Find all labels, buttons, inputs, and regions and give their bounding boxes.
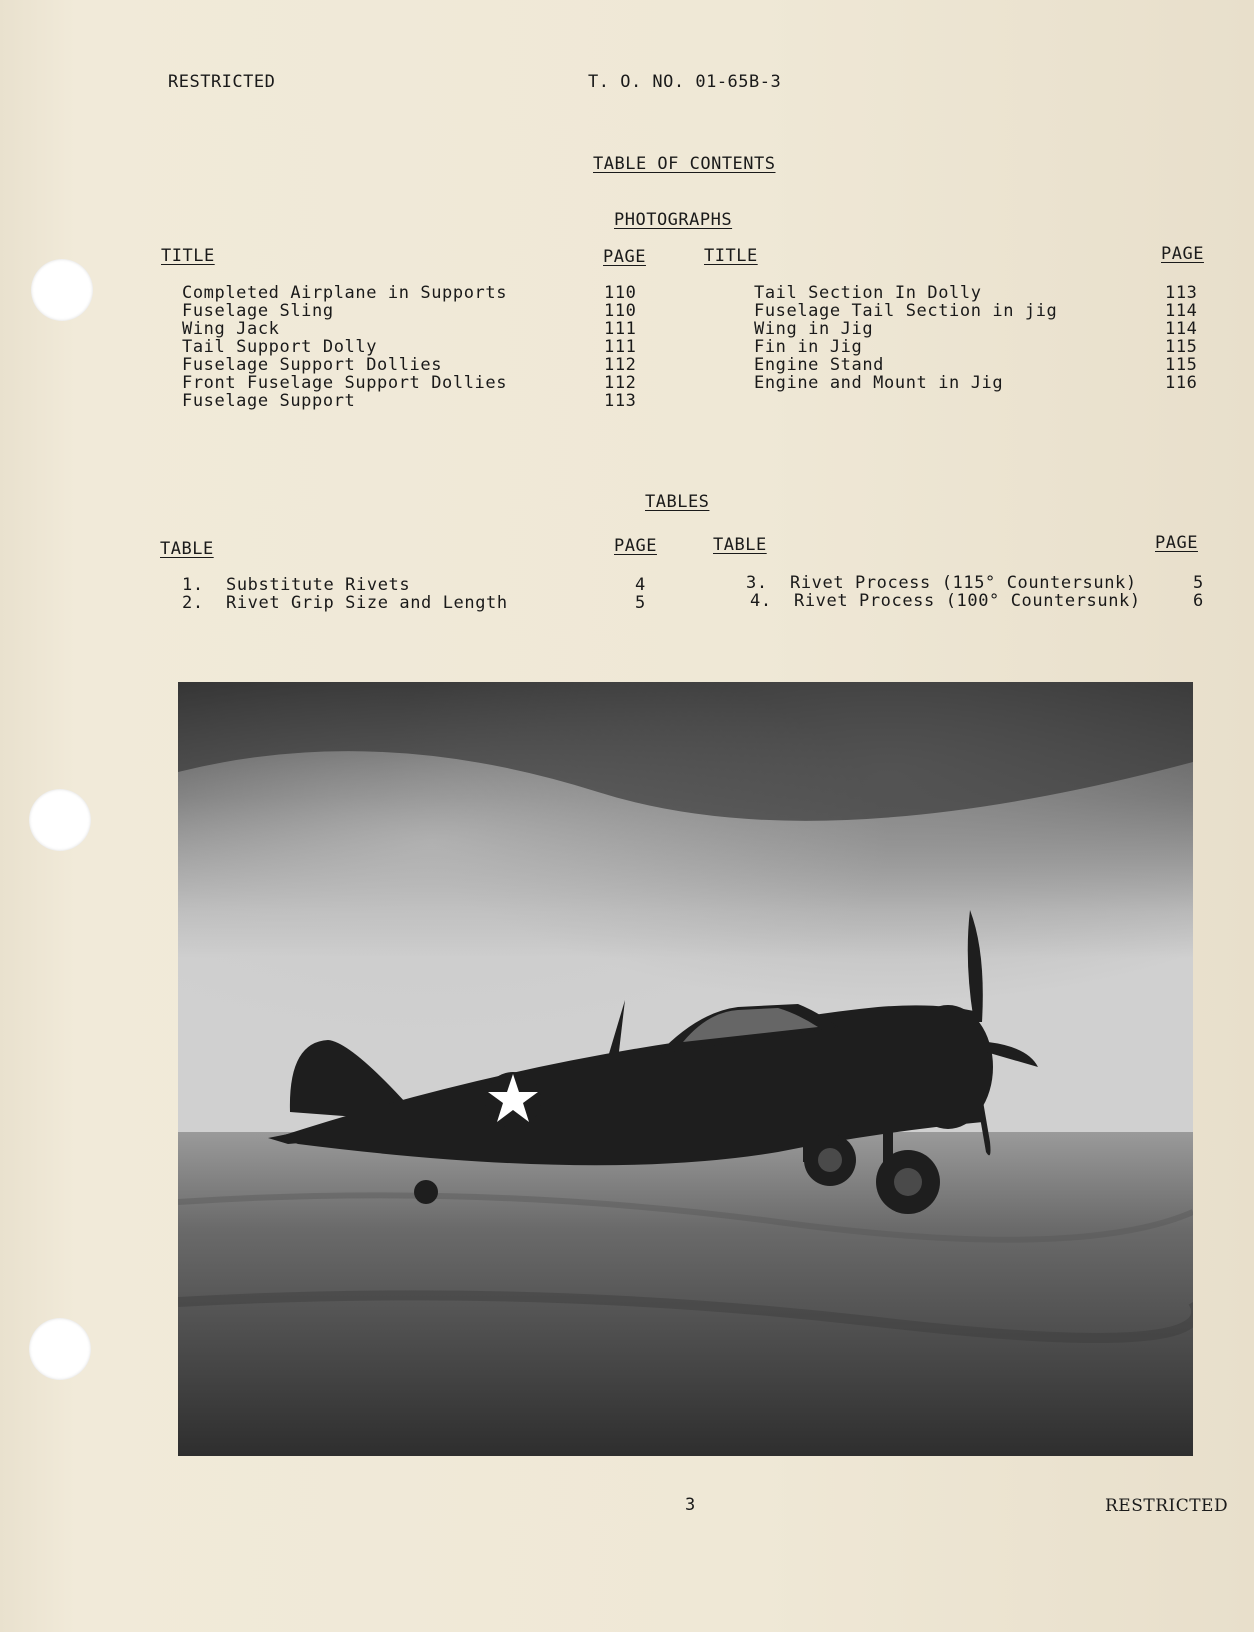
tables-page-column-left: PAGE xyxy=(614,536,657,556)
list-item-page: 112 xyxy=(604,373,637,393)
list-item-number: 4. xyxy=(750,591,772,611)
list-item: Rivet Grip Size and Length xyxy=(226,593,508,613)
list-item: Front Fuselage Support Dollies xyxy=(182,373,508,393)
aircraft-photo-svg xyxy=(178,682,1193,1456)
list-item: Tail Support Dolly xyxy=(182,337,378,357)
list-item-page: 113 xyxy=(604,391,637,411)
punch-hole xyxy=(29,1318,91,1380)
list-item-page: 114 xyxy=(1165,301,1198,321)
photographs-title-column-left: TITLE xyxy=(161,246,215,266)
tables-table-column-right: TABLE xyxy=(713,535,767,555)
list-item: Wing Jack xyxy=(182,319,280,339)
list-item: Fuselage Support xyxy=(182,391,356,411)
list-item-page: 5 xyxy=(1193,573,1204,593)
list-item-page: 4 xyxy=(635,575,646,595)
list-item-page: 6 xyxy=(1193,591,1204,611)
list-item: Substitute Rivets xyxy=(226,575,411,595)
list-item-page: 115 xyxy=(1165,355,1198,375)
list-item: Engine and Mount in Jig xyxy=(754,373,1004,393)
list-item: Fuselage Support Dollies xyxy=(182,355,443,375)
page-number: 3 xyxy=(685,1495,696,1515)
list-item: Engine Stand xyxy=(754,355,885,375)
star-insignia-icon xyxy=(485,1072,541,1128)
list-item-number: 2. xyxy=(182,593,204,613)
list-item: Wing in Jig xyxy=(754,319,874,339)
list-item: Fuselage Tail Section in jig xyxy=(754,301,1058,321)
list-item-page: 114 xyxy=(1165,319,1198,339)
list-item-page: 113 xyxy=(1165,283,1198,303)
list-item-number: 1. xyxy=(182,575,204,595)
list-item: Tail Section In Dolly xyxy=(754,283,982,303)
punch-hole xyxy=(31,259,93,321)
list-item: Completed Airplane in Supports xyxy=(182,283,508,303)
list-item: Fuselage Sling xyxy=(182,301,334,321)
tables-table-column-left: TABLE xyxy=(160,539,214,559)
list-item-page: 112 xyxy=(604,355,637,375)
list-item: Fin in Jig xyxy=(754,337,863,357)
photographs-page-column-left: PAGE xyxy=(603,247,646,267)
list-item-page: 111 xyxy=(604,319,637,339)
photographs-title-column-right: TITLE xyxy=(704,246,758,266)
list-item-page: 5 xyxy=(635,593,646,613)
toc-title: TABLE OF CONTENTS xyxy=(593,154,776,174)
list-item-page: 115 xyxy=(1165,337,1198,357)
tables-heading: TABLES xyxy=(645,492,710,512)
tables-page-column-right: PAGE xyxy=(1155,533,1198,553)
list-item-page: 110 xyxy=(604,283,637,303)
list-item-number: 3. xyxy=(746,573,768,593)
list-item: Rivet Process (115° Countersunk) xyxy=(790,573,1137,593)
aircraft-photograph xyxy=(178,682,1193,1456)
list-item-page: 110 xyxy=(604,301,637,321)
list-item-page: 111 xyxy=(604,337,637,357)
list-item: Rivet Process (100° Countersunk) xyxy=(794,591,1141,611)
header-restricted: RESTRICTED xyxy=(168,72,276,92)
photographs-heading: PHOTOGRAPHS xyxy=(614,210,733,230)
punch-hole xyxy=(29,789,91,851)
list-item-page: 116 xyxy=(1165,373,1198,393)
header-to-number: T. O. NO. 01-65B-3 xyxy=(588,72,782,92)
footer-restricted: RESTRICTED xyxy=(1105,1496,1229,1516)
photographs-page-column-right: PAGE xyxy=(1161,244,1204,264)
